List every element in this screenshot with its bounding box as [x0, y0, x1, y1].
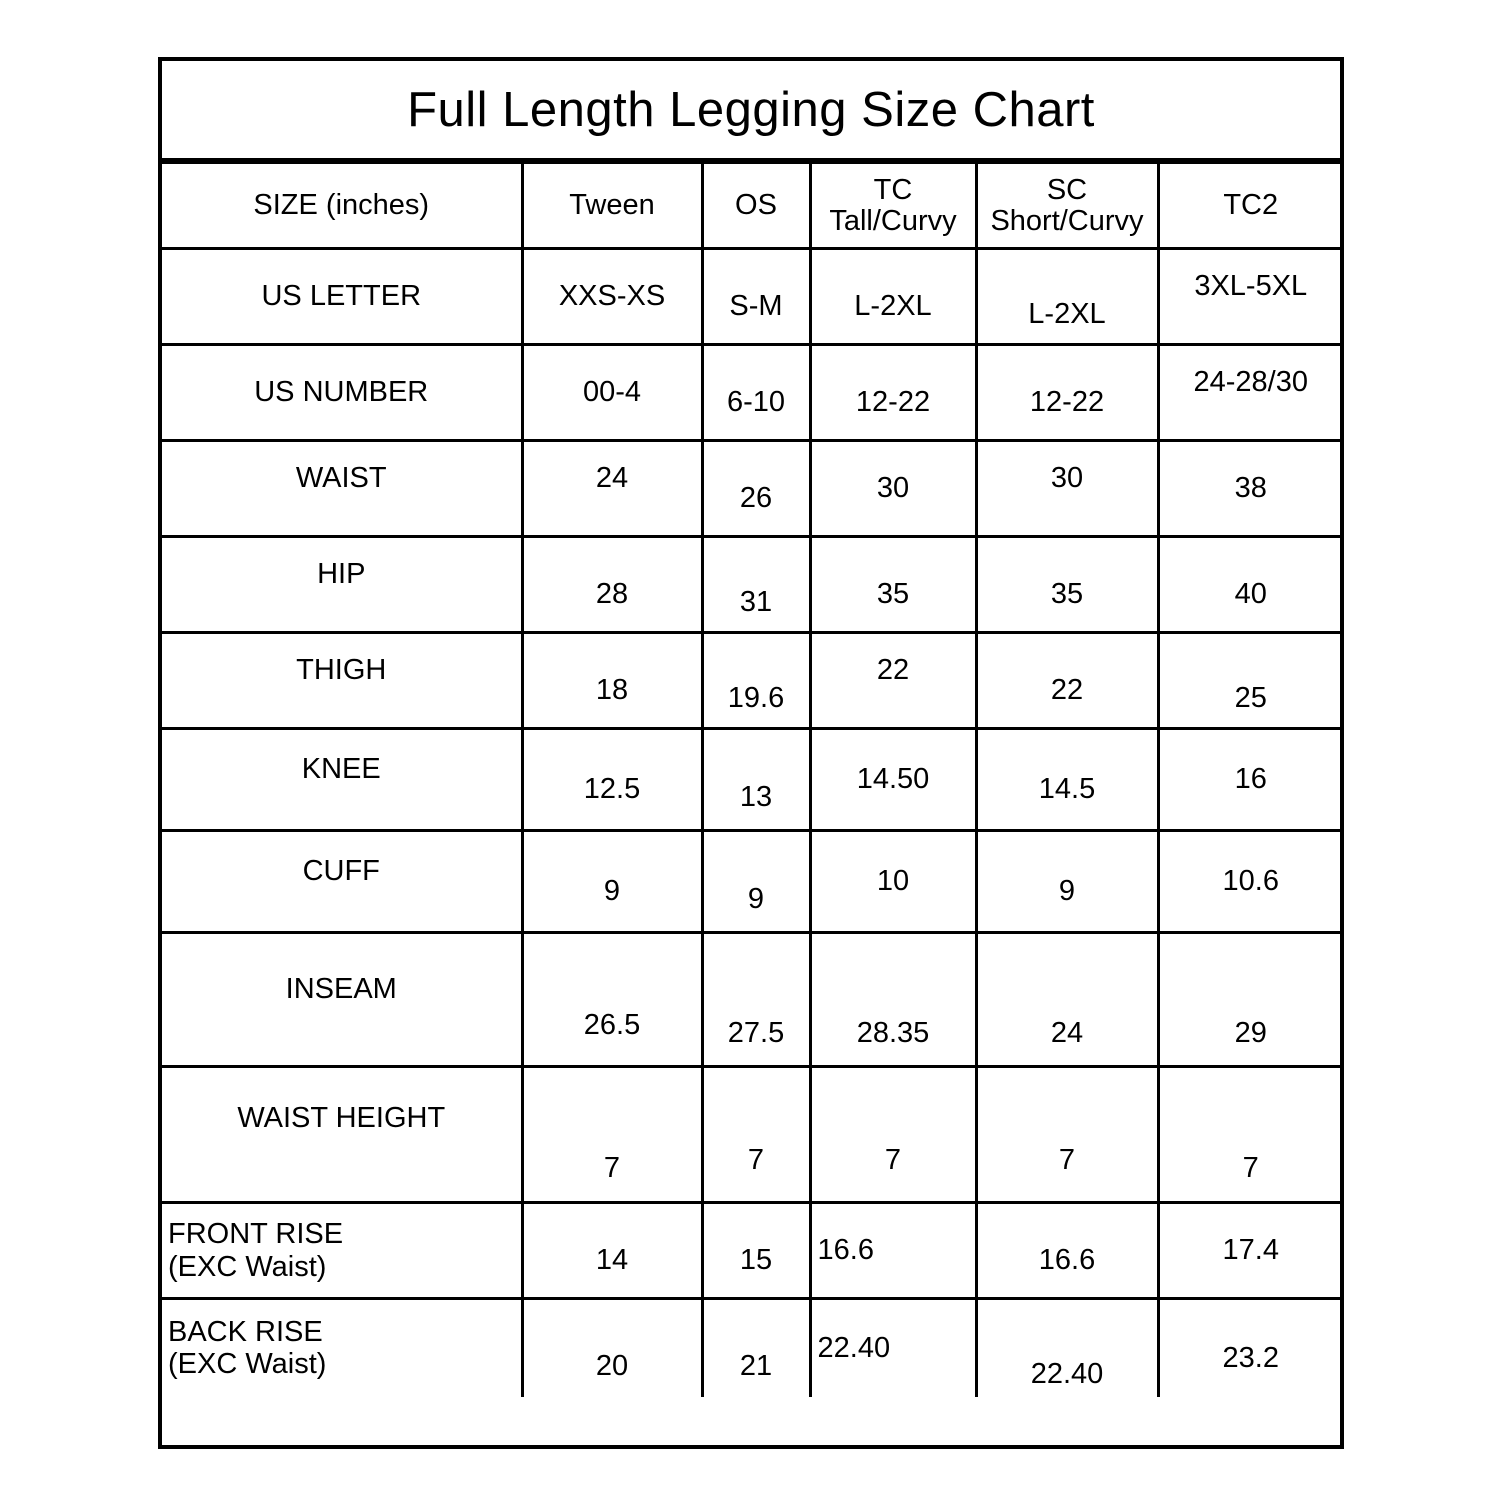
row-value-text: 23.2	[1222, 1341, 1279, 1374]
row-label	[162, 1067, 522, 1203]
column-header-tween	[522, 163, 702, 249]
row-label-text: KNEE	[301, 753, 381, 785]
table-row	[162, 1203, 1342, 1299]
row-value	[1158, 441, 1342, 537]
row-value	[702, 249, 810, 345]
row-value	[1158, 729, 1342, 831]
column-header-os-label: OS	[735, 189, 777, 222]
row-value-text: 22.40	[1030, 1357, 1104, 1390]
row-value	[810, 1299, 976, 1397]
row-label	[162, 1203, 522, 1299]
row-label-text: INSEAM	[285, 973, 397, 1005]
row-label-text: CUFF	[302, 855, 380, 887]
size-chart	[158, 57, 1344, 1449]
row-value	[702, 831, 810, 933]
row-value-text: 14	[595, 1244, 629, 1276]
row-value	[976, 831, 1158, 933]
table-row	[162, 831, 1342, 933]
row-label-subtext: (EXC Waist)	[168, 1348, 327, 1381]
row-value	[810, 633, 976, 729]
row-value	[702, 633, 810, 729]
row-value	[810, 249, 976, 345]
row-label	[162, 1299, 522, 1397]
row-value	[976, 729, 1158, 831]
row-value	[976, 933, 1158, 1067]
row-value-text: 28.35	[856, 1017, 930, 1049]
row-value-text: 3XL-5XL	[1194, 270, 1308, 302]
row-label-text: BACK RISE	[168, 1315, 323, 1348]
table-row	[162, 1067, 1342, 1203]
row-value-text: 7	[747, 1144, 765, 1176]
row-value	[1158, 249, 1342, 345]
row-value-text: 15	[739, 1244, 773, 1276]
row-label-text: WAIST	[295, 462, 387, 494]
row-value-text: 22.40	[817, 1331, 891, 1364]
row-value-text: 30	[876, 472, 910, 504]
row-label	[162, 441, 522, 537]
row-value-text: 12.5	[583, 773, 641, 805]
row-value	[522, 933, 702, 1067]
row-value	[522, 831, 702, 933]
row-label	[162, 933, 522, 1067]
row-value	[522, 1299, 702, 1397]
row-value-text: 26.5	[583, 1009, 641, 1041]
row-value	[976, 1203, 1158, 1299]
row-value-text: L-2XL	[854, 290, 932, 322]
column-header-tc	[810, 163, 976, 249]
row-label: US LETTER	[162, 249, 522, 345]
row-value-text: 7	[603, 1152, 621, 1184]
row-value	[702, 345, 810, 441]
row-label-subtext: (EXC Waist)	[168, 1250, 327, 1283]
row-value	[522, 633, 702, 729]
row-value	[810, 441, 976, 537]
row-value-text: 16.6	[817, 1234, 874, 1266]
table-row	[162, 729, 1342, 831]
column-header-size-label: SIZE (inches)	[253, 189, 430, 222]
row-value-text: 19.6	[727, 682, 785, 714]
row-value	[522, 1203, 702, 1299]
chart-title-row	[162, 61, 1340, 161]
row-label	[162, 831, 522, 933]
row-value	[1158, 1067, 1342, 1203]
row-label	[162, 537, 522, 633]
row-label-text: WAIST HEIGHT	[237, 1102, 446, 1134]
row-value-text: 21	[739, 1349, 773, 1382]
row-value	[1158, 1203, 1342, 1299]
row-value-text: 16	[1234, 763, 1267, 795]
row-value-text: 13	[739, 781, 773, 813]
row-value-text: L-2XL	[1028, 298, 1106, 330]
row-value-text: 26	[739, 482, 773, 514]
row-value	[522, 441, 702, 537]
row-value	[810, 729, 976, 831]
row-value	[810, 1067, 976, 1203]
column-header-size	[162, 163, 522, 249]
row-value: 00-4	[522, 345, 702, 441]
table-row	[162, 441, 1342, 537]
row-label-text: THIGH	[296, 654, 387, 686]
row-value	[702, 1067, 810, 1203]
row-value	[1158, 633, 1342, 729]
table-row	[162, 933, 1342, 1067]
table-row	[162, 1299, 1342, 1397]
row-value	[702, 441, 810, 537]
column-header-tc2	[1158, 163, 1342, 249]
column-header-tc2-label: TC2	[1223, 189, 1279, 222]
row-value	[702, 1203, 810, 1299]
row-value-text: 14.50	[856, 763, 930, 795]
row-value-text: 9	[1058, 875, 1076, 907]
row-value	[702, 1299, 810, 1397]
row-value-text: 27.5	[727, 1017, 785, 1049]
row-value-text: 38	[1234, 472, 1267, 504]
row-value	[1158, 1299, 1342, 1397]
row-value	[702, 729, 810, 831]
column-header-tc-sublabel: Tall/Curvy	[829, 204, 957, 237]
table-row	[162, 633, 1342, 729]
row-value-text: 6-10	[726, 386, 786, 418]
row-value-text: 30	[1050, 462, 1084, 494]
row-value-text: 10	[876, 865, 910, 897]
row-value	[976, 633, 1158, 729]
row-value	[810, 933, 976, 1067]
table-header-row	[162, 163, 1342, 249]
row-value-text: 7	[884, 1144, 902, 1176]
table-row	[162, 345, 1342, 441]
row-value	[976, 1299, 1158, 1397]
column-header-sc-sublabel: Short/Curvy	[990, 204, 1144, 237]
row-value	[976, 1067, 1158, 1203]
row-value	[810, 1203, 976, 1299]
row-value	[1158, 933, 1342, 1067]
row-value	[976, 441, 1158, 537]
row-value-text: 17.4	[1222, 1234, 1279, 1266]
column-header-tween-label: Tween	[569, 189, 655, 222]
row-value-text: 35	[1050, 578, 1084, 610]
size-chart-table	[162, 161, 1342, 1397]
row-value-text: 24	[1050, 1017, 1084, 1049]
row-label: US NUMBER	[162, 345, 522, 441]
row-label-text: HIP	[317, 558, 366, 590]
row-value-text: 9	[603, 875, 621, 907]
row-value-text: 28	[595, 578, 629, 610]
row-value-text: 16.6	[1038, 1244, 1096, 1276]
row-value-text: 18	[595, 674, 629, 706]
row-value-text: 12-22	[855, 386, 931, 418]
row-value	[976, 249, 1158, 345]
row-value-text: 12-22	[1029, 386, 1105, 418]
column-header-os	[702, 163, 810, 249]
row-value-text: 24-28/30	[1193, 366, 1308, 398]
page-title: Full Length Legging Size Chart	[407, 82, 1095, 137]
row-value-text: 22	[1050, 674, 1084, 706]
column-header-sc-label: SC	[1046, 174, 1088, 207]
row-value	[1158, 537, 1342, 633]
row-value: XXS-XS	[522, 249, 702, 345]
row-value	[810, 537, 976, 633]
row-value-text: 14.5	[1038, 773, 1096, 805]
row-value-text: 9	[747, 883, 765, 915]
row-value-text: S-M	[729, 290, 783, 322]
row-label	[162, 633, 522, 729]
row-value-text: 22	[876, 654, 910, 686]
column-header-tc-label: TC	[873, 174, 913, 207]
row-value-text: 35	[876, 578, 910, 610]
column-header-sc	[976, 163, 1158, 249]
row-value-text: 31	[739, 586, 773, 618]
row-value	[1158, 345, 1342, 441]
row-value-text: 7	[1058, 1144, 1076, 1176]
row-value	[976, 537, 1158, 633]
row-value	[976, 345, 1158, 441]
row-value-text: 40	[1234, 578, 1267, 610]
row-value-text: 25	[1234, 682, 1267, 714]
row-value-text: 10.6	[1222, 865, 1279, 897]
row-value	[702, 933, 810, 1067]
row-value-text: 7	[1242, 1152, 1259, 1184]
table-row	[162, 249, 1342, 345]
row-value	[522, 537, 702, 633]
row-value	[702, 537, 810, 633]
row-value	[810, 345, 976, 441]
row-value	[810, 831, 976, 933]
row-value	[1158, 831, 1342, 933]
table-row	[162, 537, 1342, 633]
row-value-text: 20	[595, 1349, 629, 1382]
row-value-text: 24	[595, 462, 629, 494]
row-value	[522, 729, 702, 831]
row-value-text: 29	[1234, 1017, 1267, 1049]
row-label-text: FRONT RISE	[168, 1218, 344, 1251]
row-value	[522, 1067, 702, 1203]
row-label	[162, 729, 522, 831]
